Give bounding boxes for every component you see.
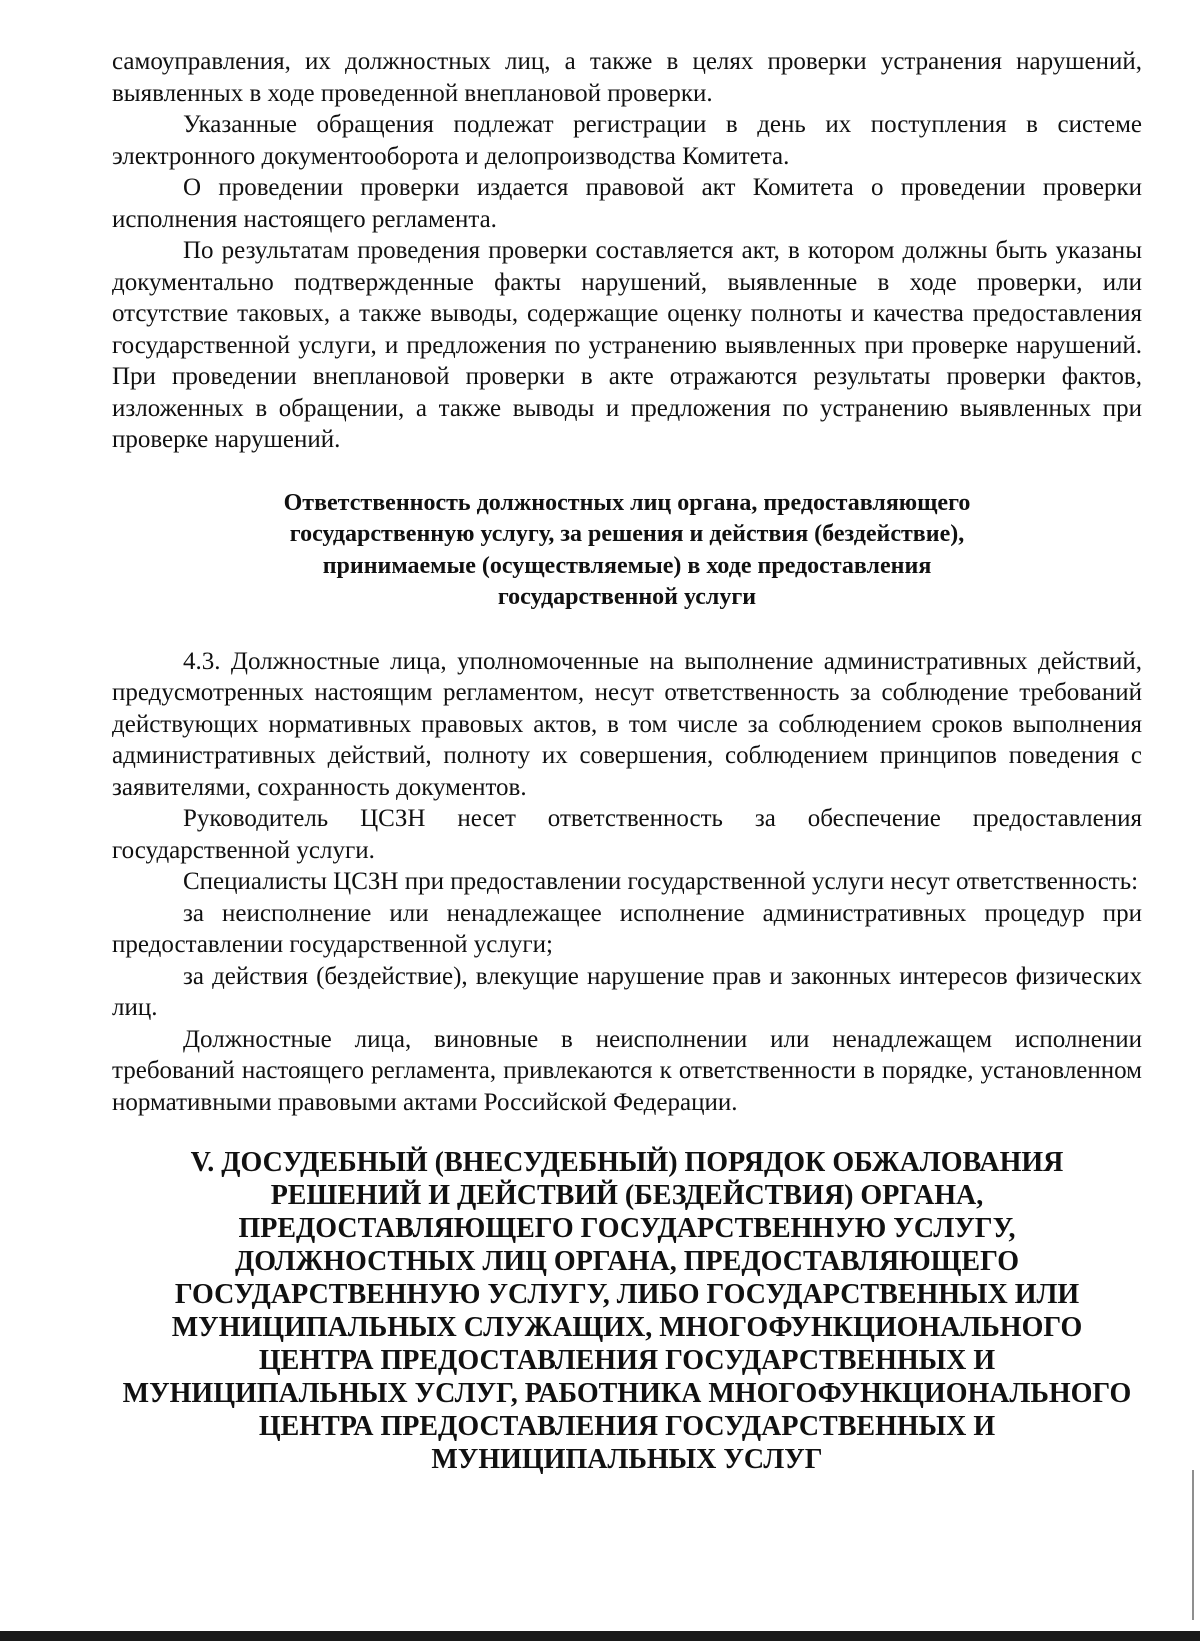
page-content <box>112 46 1142 1476</box>
paragraph-inspection-result: По результатам проведения проверки составляется акт, в котором должны быть указаны документально подтвержденные факты нарушений, выявленные в ходе проверки, или отсутствие таковых, а также выводы, содержащие оценку полноты и качества предоставления государственной услуги, и предложения по устранению выявленных при проверке нарушений. При проведении внеплановой проверки в акте отражаются результаты проверки фактов, изложенных в обращении, а также выводы и предложения по устранению выявленных при проверке нарушений. <box>112 237 1142 453</box>
heading-line: государственную услугу, за решения и действия (бездействие), <box>289 521 965 547</box>
heading-line: государственной услуги <box>497 584 757 610</box>
heading-line: ЦЕНТРА ПРЕДОСТАВЛЕНИЯ ГОСУДАРСТВЕННЫХ И <box>258 1345 996 1376</box>
heading-line: ДОЛЖНОСТНЫХ ЛИЦ ОРГАНА, ПРЕДОСТАВЛЯЮЩЕГО <box>235 1246 1019 1277</box>
paragraph-legal-act: О проведении проверки издается правовой акт Комитета о проведении проверки исполнения настоящего регламента. <box>112 174 1142 233</box>
heading-line: МУНИЦИПАЛЬНЫХ УСЛУГ, РАБОТНИКА МНОГОФУНКЦИОНАЛЬНОГО <box>122 1378 1132 1409</box>
heading-line: РЕШЕНИЙ И ДЕЙСТВИЙ (БЕЗДЕЙСТВИЯ) ОРГАНА, <box>270 1180 984 1211</box>
section-heading-responsibility <box>112 488 1142 614</box>
paragraph-actions: за действия (бездействие), влекущие нарушение прав и законных интересов физических лиц. <box>112 962 1142 1021</box>
heading-line: V. ДОСУДЕБНЫЙ (ВНЕСУДЕБНЫЙ) ПОРЯДОК ОБЖАЛОВАНИЯ <box>190 1147 1064 1178</box>
heading-line: принимаемые (осуществляемые) в ходе предоставления <box>322 552 932 579</box>
heading-line: ПРЕДОСТАВЛЯЮЩЕГО ГОСУДАРСТВЕННУЮ УСЛУГУ, <box>238 1213 1016 1244</box>
paragraph-head-responsibility: Руководитель ЦСЗН несет ответственность за обеспечение предоставления государственной услуги. <box>112 805 1142 864</box>
scan-edge-mark <box>1192 1470 1194 1620</box>
paragraph-nonperformance: за неисполнение или ненадлежащее исполнение административных процедур при предоставлении государственной услуги; <box>112 899 1142 958</box>
paragraph-4-3: 4.3. Должностные лица, уполномоченные на выполнение административных действий, предусмотренных настоящим регламентом, несут ответственность за соблюдение требований действующих нормативных правовых актов, в том числе за соблюдением сроков выполнения административных действий, полноту их совершения, соблюдением принципов поведения с заявителями, сохранность документов. <box>112 647 1142 801</box>
heading-line: МУНИЦИПАЛЬНЫХ СЛУЖАЩИХ, МНОГОФУНКЦИОНАЛЬНОГО <box>171 1312 1083 1343</box>
section-heading-v <box>112 1146 1142 1476</box>
heading-line: МУНИЦИПАЛЬНЫХ УСЛУГ <box>431 1444 823 1475</box>
heading-line: Ответственность должностных лиц органа, предоставляющего <box>283 489 971 516</box>
paragraph-continuation: самоуправления, их должностных лиц, а также в целях проверки устранения нарушений, выявленных в ходе проведенной внеплановой проверки. <box>112 48 1142 107</box>
scan-bottom-border <box>0 1631 1200 1641</box>
heading-line: ГОСУДАРСТВЕННУЮ УСЛУГУ, ЛИБО ГОСУДАРСТВЕННЫХ ИЛИ <box>174 1279 1080 1310</box>
heading-line: ЦЕНТРА ПРЕДОСТАВЛЕНИЯ ГОСУДАРСТВЕННЫХ И <box>258 1411 996 1442</box>
paragraph-registration: Указанные обращения подлежат регистрации в день их поступления в системе электронного документооборота и делопроизводства Комитета. <box>112 111 1142 170</box>
paragraph-liability: Должностные лица, виновные в неисполнении или ненадлежащем исполнении требований настоящего регламента, привлекаются к ответственности в порядке, установленном нормативными правовыми актами Российской Федерации. <box>112 1025 1142 1116</box>
paragraph-specialists: Специалисты ЦСЗН при предоставлении государственной услуги несут ответственность: <box>183 868 1139 895</box>
